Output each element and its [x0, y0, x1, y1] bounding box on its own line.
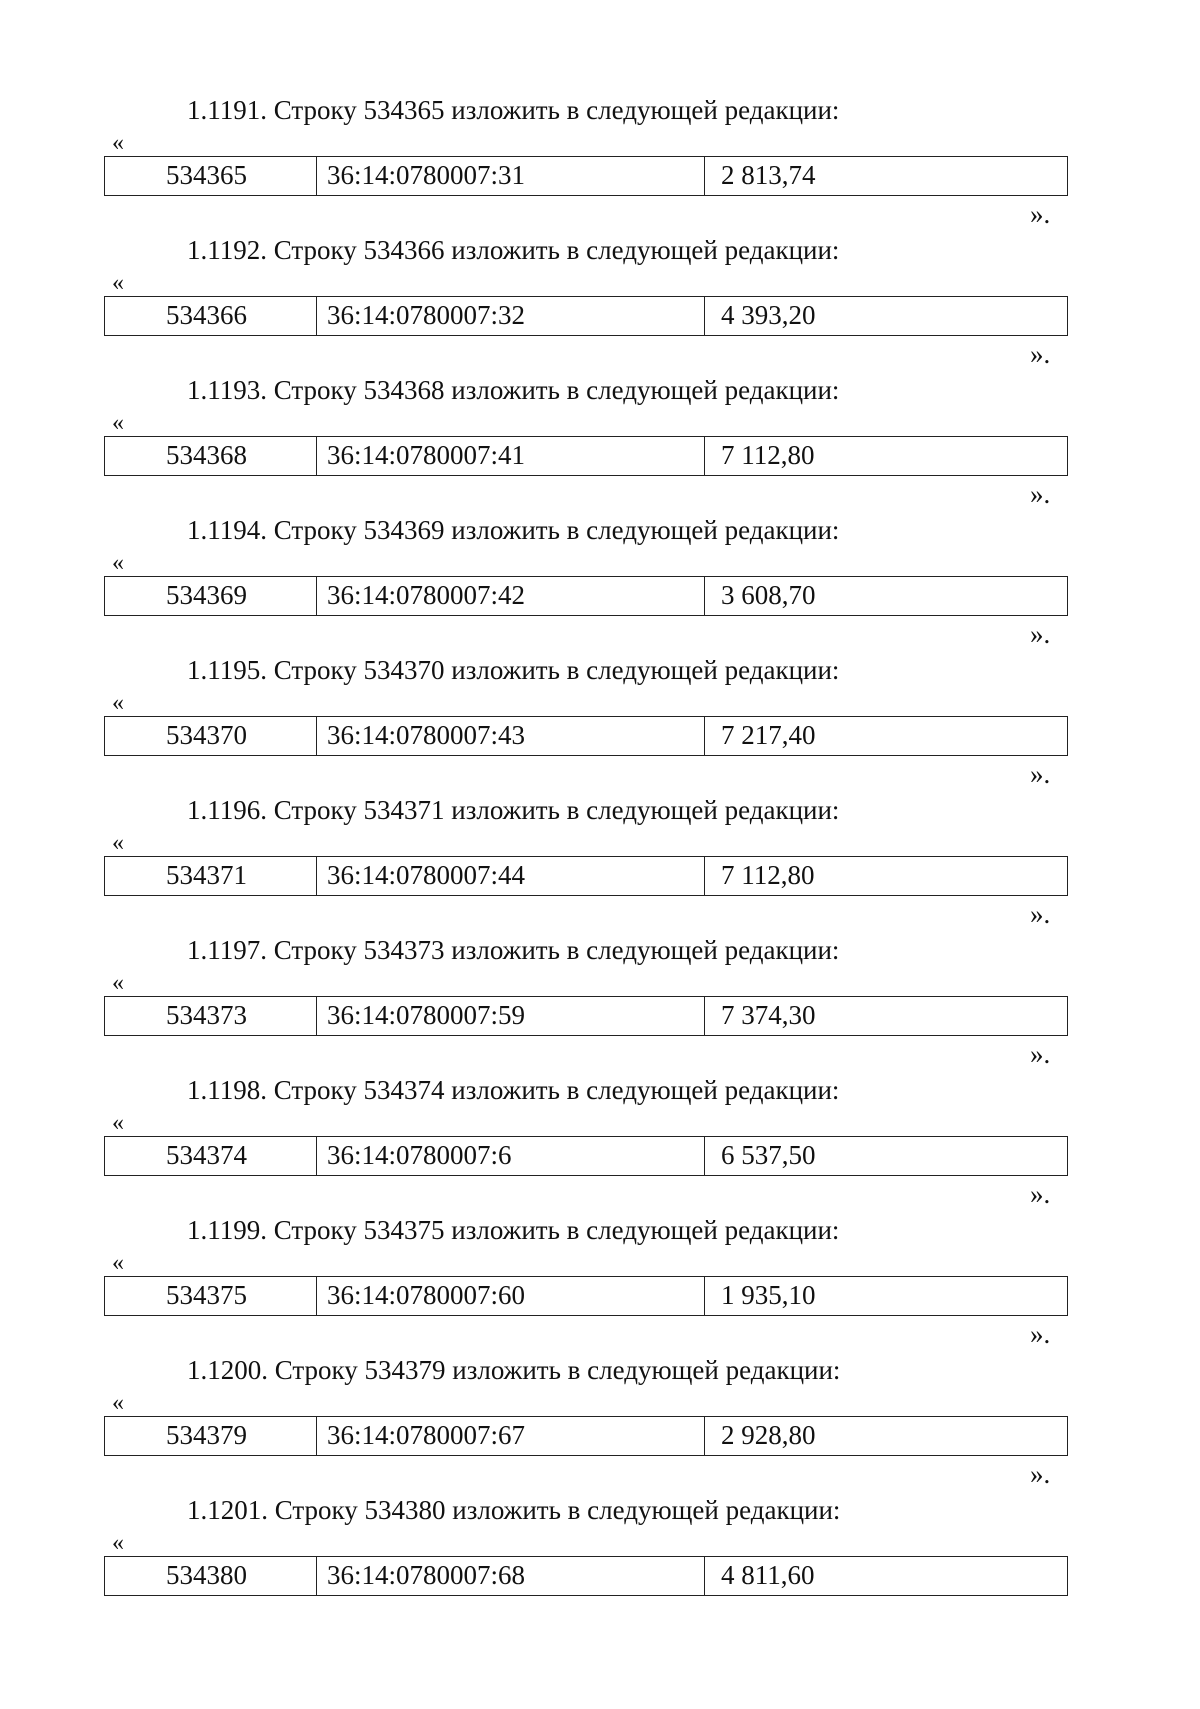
open-quote: « — [112, 130, 124, 156]
value-cell: 7 112,80 — [721, 440, 815, 470]
amendment-section — [0, 934, 1200, 1074]
amendment-section — [0, 1074, 1200, 1214]
row-number-cell: 534374 — [105, 1137, 317, 1175]
row-number-cell: 534379 — [105, 1417, 317, 1455]
amendment-heading: 1.1195. Строку 534370 изложить в следующей редакции: — [187, 655, 840, 685]
value-cell: 4 811,60 — [721, 1560, 815, 1590]
amendment-heading: 1.1200. Строку 534379 изложить в следующей редакции: — [187, 1355, 841, 1385]
amendment-heading: 1.1199. Строку 534375 изложить в следующей редакции: — [187, 1215, 840, 1245]
row-number-cell: 534371 — [105, 857, 317, 895]
close-quote: ». — [1030, 1459, 1051, 1489]
close-quote: ». — [1030, 619, 1051, 649]
open-quote: « — [112, 1110, 124, 1136]
value-cell: 7 112,80 — [721, 860, 815, 890]
open-quote: « — [112, 1250, 124, 1276]
value-cell: 2 928,80 — [721, 1420, 816, 1450]
table-row — [104, 1136, 1068, 1176]
close-quote: ». — [1030, 899, 1051, 929]
row-number-cell: 534370 — [105, 717, 317, 755]
close-quote: ». — [1030, 199, 1051, 229]
amendment-heading: 1.1197. Строку 534373 изложить в следующей редакции: — [187, 935, 840, 965]
amendment-heading: 1.1193. Строку 534368 изложить в следующей редакции: — [187, 375, 840, 405]
row-number-cell: 534380 — [105, 1557, 317, 1595]
amendment-section — [0, 94, 1200, 234]
open-quote: « — [112, 270, 124, 296]
table-row — [104, 576, 1068, 616]
cadastral-number-cell: 36:14:0780007:6 — [317, 1137, 705, 1175]
row-number-cell: 534368 — [105, 437, 317, 475]
close-quote: ». — [1030, 1319, 1051, 1349]
open-quote: « — [112, 690, 124, 716]
close-quote: ». — [1030, 759, 1051, 789]
amendment-heading: 1.1191. Строку 534365 изложить в следующей редакции: — [187, 95, 840, 125]
amendment-section — [0, 234, 1200, 374]
value-cell: 7 374,30 — [721, 1000, 816, 1030]
amendment-heading: 1.1198. Строку 534374 изложить в следующей редакции: — [187, 1075, 840, 1105]
cadastral-number-cell: 36:14:0780007:67 — [317, 1417, 705, 1455]
value-cell: 7 217,40 — [721, 720, 816, 750]
table-row — [104, 1556, 1068, 1596]
row-number-cell: 534369 — [105, 577, 317, 615]
row-number-cell: 534365 — [105, 157, 317, 195]
row-number-cell: 534366 — [105, 297, 317, 335]
value-cell: 3 608,70 — [721, 580, 816, 610]
table-row — [104, 1276, 1068, 1316]
cadastral-number-cell: 36:14:0780007:68 — [317, 1557, 705, 1595]
cadastral-number-cell: 36:14:0780007:41 — [317, 437, 705, 475]
close-quote: ». — [1030, 1179, 1051, 1209]
open-quote: « — [112, 1390, 124, 1416]
open-quote: « — [112, 970, 124, 996]
amendment-section — [0, 794, 1200, 934]
open-quote: « — [112, 550, 124, 576]
cadastral-number-cell: 36:14:0780007:42 — [317, 577, 705, 615]
value-cell: 2 813,74 — [721, 160, 816, 190]
cadastral-number-cell: 36:14:0780007:32 — [317, 297, 705, 335]
open-quote: « — [112, 830, 124, 856]
amendment-section — [0, 1354, 1200, 1494]
row-number-cell: 534373 — [105, 997, 317, 1035]
amendment-heading: 1.1194. Строку 534369 изложить в следующей редакции: — [187, 515, 840, 545]
amendment-section — [0, 654, 1200, 794]
table-row — [104, 436, 1068, 476]
cadastral-number-cell: 36:14:0780007:31 — [317, 157, 705, 195]
cadastral-number-cell: 36:14:0780007:60 — [317, 1277, 705, 1315]
table-row — [104, 856, 1068, 896]
amendment-heading: 1.1192. Строку 534366 изложить в следующей редакции: — [187, 235, 840, 265]
table-row — [104, 716, 1068, 756]
open-quote: « — [112, 410, 124, 436]
table-row — [104, 996, 1068, 1036]
row-number-cell: 534375 — [105, 1277, 317, 1315]
value-cell: 1 935,10 — [721, 1280, 816, 1310]
amendment-section — [0, 514, 1200, 654]
value-cell: 4 393,20 — [721, 300, 816, 330]
value-cell: 6 537,50 — [721, 1140, 816, 1170]
amendment-heading: 1.1201. Строку 534380 изложить в следующей редакции: — [187, 1495, 841, 1525]
amendment-section — [0, 1494, 1200, 1634]
close-quote: ». — [1030, 479, 1051, 509]
table-row — [104, 1416, 1068, 1456]
amendment-section — [0, 374, 1200, 514]
amendment-section — [0, 1214, 1200, 1354]
cadastral-number-cell: 36:14:0780007:59 — [317, 997, 705, 1035]
close-quote: ». — [1030, 1039, 1051, 1069]
cadastral-number-cell: 36:14:0780007:44 — [317, 857, 705, 895]
open-quote: « — [112, 1530, 124, 1556]
table-row — [104, 156, 1068, 196]
amendment-heading: 1.1196. Строку 534371 изложить в следующей редакции: — [187, 795, 840, 825]
cadastral-number-cell: 36:14:0780007:43 — [317, 717, 705, 755]
close-quote: ». — [1030, 339, 1051, 369]
table-row — [104, 296, 1068, 336]
